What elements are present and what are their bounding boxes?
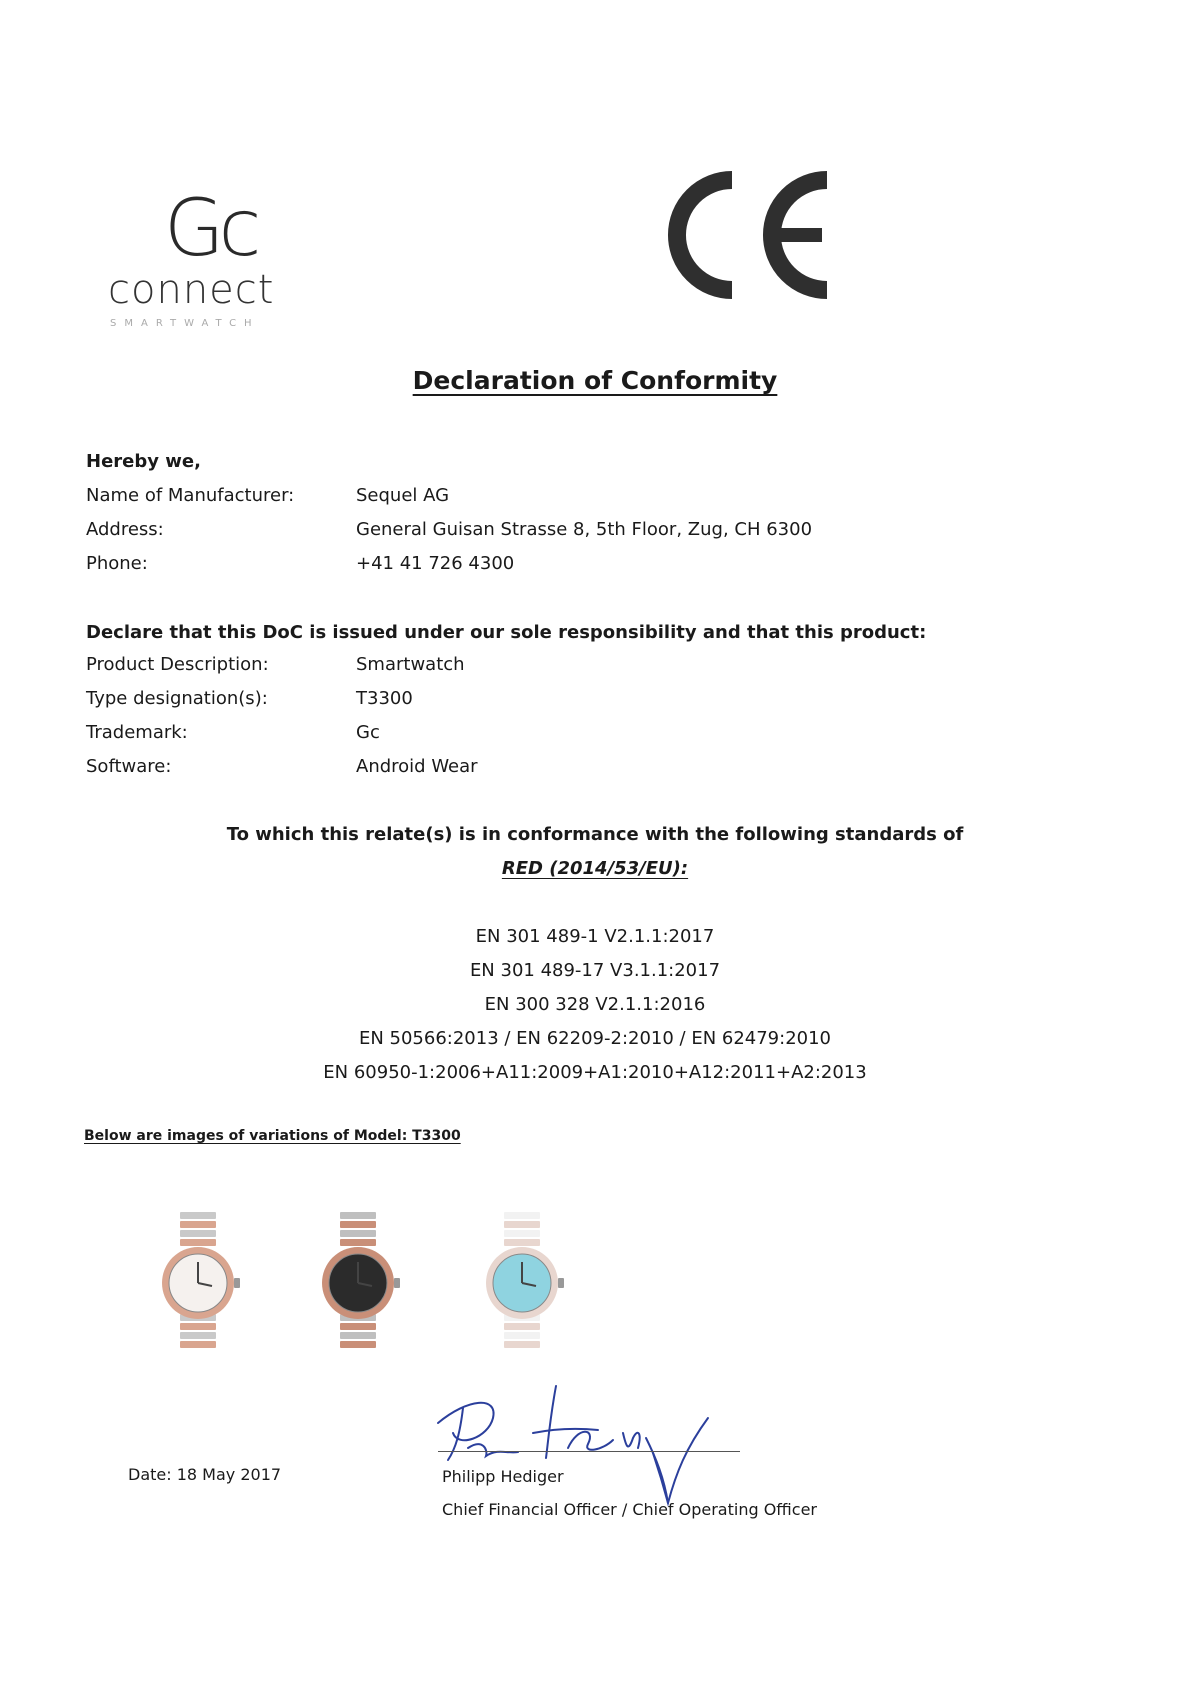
watch-band-link — [504, 1212, 540, 1219]
watch-band-link — [340, 1341, 376, 1348]
standard-item: EN 300 328 V2.1.1:2016 — [484, 994, 706, 1015]
watch-band-link — [504, 1341, 540, 1348]
watch-band-link — [180, 1239, 216, 1246]
watch-image — [310, 1208, 406, 1358]
ce-mark-icon — [662, 170, 842, 300]
logo-product: connect — [108, 267, 275, 313]
product-heading: Declare that this DoC is issued under our sole responsibility and that this product: — [86, 622, 927, 643]
watch-band-link — [504, 1323, 540, 1330]
signatory-title: Chief Financial Officer / Chief Operating Officer — [442, 1500, 817, 1519]
watch-image — [474, 1208, 570, 1358]
watch-band-link — [340, 1212, 376, 1219]
watch-band-link — [180, 1221, 216, 1228]
watch-band-link — [504, 1239, 540, 1246]
trademark-label: Trademark: — [86, 722, 188, 743]
signatory-name: Philipp Hediger — [442, 1467, 564, 1486]
watch-band-link — [180, 1212, 216, 1219]
address-value: General Guisan Strasse 8, 5th Floor, Zug, CH 6300 — [356, 519, 813, 540]
standard-item: EN 50566:2013 / EN 62209-2:2010 / EN 62479:2010 — [358, 1028, 832, 1049]
logo-tagline: SMARTWATCH — [110, 318, 260, 329]
watch-band-link — [340, 1239, 376, 1246]
manufacturer-name-label: Name of Manufacturer: — [86, 485, 295, 506]
watch-band-link — [180, 1323, 216, 1330]
phone-label: Phone: — [86, 553, 148, 574]
watch-band-link — [504, 1332, 540, 1339]
watch-crown — [394, 1278, 400, 1288]
watch-band-link — [180, 1341, 216, 1348]
images-caption: Below are images of variations of Model: T3300 — [84, 1128, 461, 1144]
watch-image — [150, 1208, 246, 1358]
signature-image — [428, 1378, 748, 1508]
type-designation-value: T3300 — [356, 688, 413, 709]
logo-brand: Gc — [164, 184, 256, 274]
watch-band-link — [504, 1230, 540, 1237]
product-description-label: Product Description: — [86, 654, 269, 675]
software-label: Software: — [86, 756, 172, 777]
product-description-value: Smartwatch — [356, 654, 465, 675]
watch-band-link — [340, 1221, 376, 1228]
watch-band-link — [180, 1230, 216, 1237]
trademark-value: Gc — [356, 722, 380, 743]
watch-band-link — [180, 1332, 216, 1339]
directive-wrapper — [0, 858, 1190, 879]
phone-value: +41 41 726 4300 — [356, 553, 515, 574]
standards-intro: To which this relate(s) is in conformance with the following standards of — [226, 824, 964, 845]
software-value: Android Wear — [356, 756, 478, 777]
signature-line — [438, 1451, 740, 1452]
standard-item: EN 301 489-1 V2.1.1:2017 — [475, 926, 715, 947]
standard-item: EN 301 489-17 V3.1.1:2017 — [469, 960, 721, 981]
directive: RED (2014/53/EU): — [501, 858, 689, 879]
watch-band-link — [340, 1230, 376, 1237]
page-title: Declaration of Conformity — [412, 366, 778, 395]
watch-band-link — [340, 1323, 376, 1330]
watch-crown — [234, 1278, 240, 1288]
address-label: Address: — [86, 519, 164, 540]
manufacturer-heading: Hereby we, — [86, 451, 201, 472]
manufacturer-name-value: Sequel AG — [356, 485, 450, 506]
watch-band-link — [504, 1221, 540, 1228]
watch-band-link — [340, 1332, 376, 1339]
watch-crown — [558, 1278, 564, 1288]
type-designation-label: Type designation(s): — [86, 688, 268, 709]
standard-item: EN 60950-1:2006+A11:2009+A1:2010+A12:2011+A2:2013 — [323, 1062, 867, 1083]
date: Date: 18 May 2017 — [128, 1465, 282, 1484]
